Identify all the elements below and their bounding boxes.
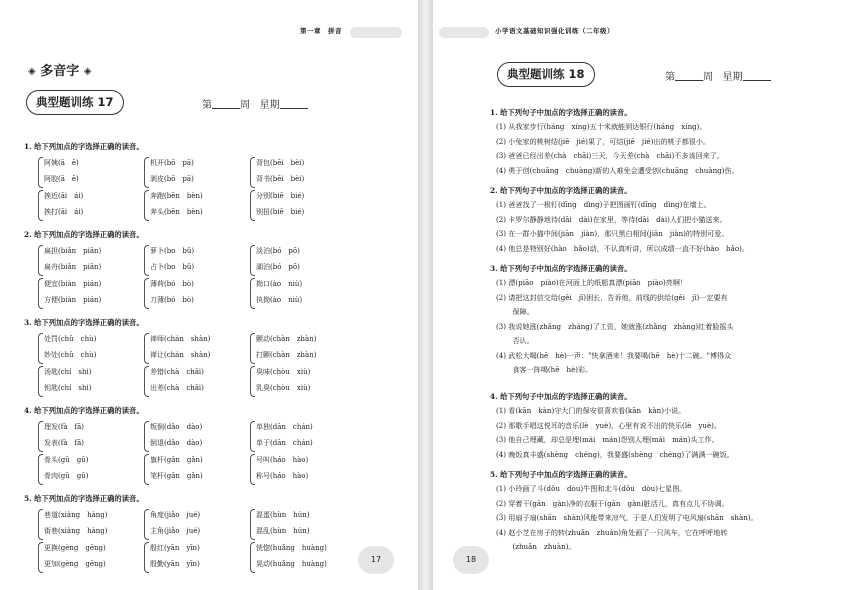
right-running-head: 小学语文基础知识强化训练（二年级） [495, 27, 614, 35]
word-choice-item[interactable]: 机开(bō pā) [150, 159, 194, 167]
word-choice-item[interactable]: 背包(bēi bèi) [256, 159, 305, 167]
word-row [0, 508, 418, 523]
sentence-line: (1) 从我家步行(háng xíng)五十米就能到达银行(háng xíng)。 [496, 122, 707, 131]
right-question-title: 3. 给下列句子中加点的字选择正确的读音。 [490, 264, 632, 273]
word-row [0, 453, 418, 468]
word-row [0, 332, 418, 347]
word-choice-item[interactable]: 号叫(háo hào) [256, 456, 309, 464]
diamond-icon: ◈ [28, 66, 36, 77]
week-blank [212, 98, 240, 109]
word-choice-item[interactable]: 拗口(ào niù) [256, 280, 303, 288]
word-choice-item[interactable]: 执拗(ào niù) [256, 295, 303, 304]
word-choice-item[interactable]: 混蛋(hùn hún) [256, 511, 310, 519]
word-choice-item[interactable]: 萝卜(bo bǔ) [150, 247, 195, 255]
word-row [0, 365, 418, 380]
sentence-line: (2) 请把这封信交给(gěi jǐ)困长，告诉他，前线的供给(gěi jǐ)一定要有 [496, 292, 728, 302]
sentence-line: (3) 他自己埋藏，却总是埋(mái mán)怨别人埋(mái mán)头工作。 [496, 435, 719, 444]
sentence-line: (3) 用扇子扇(shān shàn)风能带来凉气，于是人们发明了电风扇(shān shàn)。 [496, 513, 758, 522]
sentence-line: (3) 爸爸已经出差(chà chāi)三天，今天差(chà chāi)不多该回来了。 [496, 151, 724, 160]
right-running-head-bar [439, 27, 489, 38]
word-choice-item[interactable]: 分别(biē bié) [256, 192, 305, 200]
word-choice-item[interactable]: 骨肉(gǔ gū) [44, 471, 89, 480]
sentence-line: (4) 他总是特别好(hào hǎo)动，不认真听讲，所以成绩一直不好(hào hǎo)。 [496, 243, 749, 253]
word-choice-item[interactable]: 恍惚(huǎng huàng) [256, 544, 327, 552]
word-choice-item[interactable]: 剥皮(bō pā) [150, 174, 194, 183]
right-question-title: 5. 给下列句子中加点的字选择正确的读音。 [490, 470, 632, 479]
word-choice-item[interactable]: 扁舟(biǎn piān) [44, 262, 102, 271]
sentence-line: (4) 赵小芝在房子的转(zhuǎn zhuàn)角处画了一只风车，它在呼呼地转 [496, 527, 728, 537]
word-choice-item[interactable]: 挨近(āi ái) [44, 192, 84, 200]
word-choice-item[interactable]: 巷道(xiàng hàng) [44, 511, 108, 519]
left-running-head: 第一章 拼音 [300, 27, 342, 35]
sentence-line: (2) 那歌手唱这悦耳的音乐(lè yuè)，心里有说不出的快乐(lè yuè)。 [496, 420, 722, 430]
word-choice-item[interactable]: 妙处(chǔ chù) [44, 350, 97, 359]
sentence-line: (2) 卡罗尔静静地待(dāi dài)在家里，等待(dāi dài)人们把小猫送来。 [496, 214, 727, 224]
page-number-18: 18 [453, 546, 489, 574]
word-choice-item[interactable]: 单于(dān chán) [256, 438, 313, 447]
word-choice-item[interactable]: 别扭(biē bié) [256, 207, 305, 216]
diamond-icon: ◈ [83, 66, 92, 77]
word-choice-item[interactable]: 发表(fà fā) [44, 438, 84, 447]
word-choice-item[interactable]: 便宜(biàn pián) [44, 280, 102, 288]
word-row [0, 260, 418, 275]
sentence-line: (2) 小兔家的桃树结(jiē jié)果了，可结(jiē jié)出的桃子都很小。 [496, 136, 711, 146]
word-choice-item[interactable]: 阿姨(ā ē) [44, 159, 79, 167]
word-row [0, 420, 418, 435]
left-question-title: 1. 给下列加点的字选择正确的读音。 [24, 142, 144, 151]
word-choice-item[interactable]: 刀薄(bó bò) [150, 295, 194, 304]
word-choice-item[interactable]: 混乱(hùn hún) [256, 526, 310, 535]
word-choice-item[interactable]: 薄荷(bó bò) [150, 280, 194, 288]
word-choice-item[interactable]: 更换(gèng gēng) [44, 544, 106, 552]
word-choice-item[interactable]: 殷勤(yān yīn) [150, 559, 200, 568]
word-row [0, 381, 418, 396]
weekday-blank [743, 70, 771, 81]
word-choice-item[interactable]: 差错(chà chāi) [150, 368, 204, 376]
sentence-line: (3) 我说她涨(zhǎng zhàng)了工资，她就涨(zhǎng zhàng)红着脸摇头 [496, 321, 734, 331]
word-row [0, 557, 418, 572]
word-row [0, 348, 418, 363]
word-row [0, 156, 418, 171]
left-question-title: 2. 给下列加点的字选择正确的读音。 [24, 230, 144, 239]
word-choice-item[interactable]: 打颤(chàn zhàn) [256, 350, 317, 359]
word-choice-item[interactable]: 淡泊(bó pō) [256, 247, 300, 255]
word-row [0, 469, 418, 484]
word-row [0, 189, 418, 204]
word-row [0, 293, 418, 308]
word-choice-item[interactable]: 臭味(chòu xiù) [256, 368, 311, 376]
left-page [0, 0, 418, 590]
word-row [0, 541, 418, 556]
word-choice-item[interactable]: 颤动(chàn zhàn) [256, 335, 317, 343]
sentence-line: (1) 漂(piāo piào)在河面上的纸船真漂(piāo piào)亮啊！ [496, 278, 688, 287]
right-question-title: 4. 给下列句子中加点的字选择正确的读音。 [490, 392, 632, 401]
sentence-line: (3) 在一群小猫中间(jiān jiàn)，那只黑白相间(jiān jiàn)的特别可爱。 [496, 229, 729, 238]
word-row [0, 244, 418, 259]
sentence-line: (1) 看(kān kàn)守大门的保安很喜欢看(kān kàn)小说。 [496, 406, 686, 415]
word-choice-item[interactable]: 汤匙(chí shi) [44, 368, 92, 376]
word-choice-item[interactable]: 晃动(huǎng huàng) [256, 559, 327, 568]
word-choice-item[interactable]: 倒退(dǎo dào) [150, 438, 203, 447]
sentence-line: 保障。 [496, 307, 534, 316]
word-choice-item[interactable]: 挨打(āi ái) [44, 207, 84, 216]
word-choice-item[interactable]: 方便(biàn pián) [44, 295, 102, 304]
sentence-line: (1) 小玲画了斗(dǒu dòu)牛图和北斗(dǒu dòu)七星图。 [496, 484, 687, 493]
left-running-head-bar [350, 27, 402, 38]
word-row [0, 524, 418, 539]
word-choice-item[interactable]: 占卜(bo bǔ) [150, 262, 195, 271]
word-row [0, 205, 418, 220]
word-choice-item[interactable]: 更加(gèng gēng) [44, 559, 106, 568]
section-title-text: 多音字 [40, 64, 80, 79]
lesson-title-18: 典型题训练 18 [497, 62, 595, 87]
word-choice-item[interactable]: 处罚(chǔ chù) [44, 335, 97, 343]
page-number-17: 17 [358, 546, 394, 574]
word-choice-item[interactable]: 笔杆(gān gǎn) [150, 471, 203, 480]
word-choice-item[interactable]: 骨头(gǔ gū) [44, 456, 89, 464]
right-question-title: 2. 给下列句子中加点的字选择正确的读音。 [490, 186, 632, 195]
sentence-line: (2) 穿着干(gān gàn)净的衣服干(gān gàn)脏活儿，真有点儿不协调。 [496, 498, 729, 508]
sentence-line: (1) 爸爸找了一根钉(dīng dìng)子把图画钉(dīng dìng)在墙上。 [496, 200, 711, 209]
weekday-blank [280, 98, 308, 109]
right-week-line: 第 周 星期 [665, 68, 771, 83]
word-choice-item[interactable]: 称号(háo hào) [256, 471, 309, 480]
word-choice-item[interactable]: 乳臭(chòu xiù) [256, 383, 311, 392]
sentence-line: 否认。 [496, 336, 534, 345]
word-choice-item[interactable]: 角度(jiǎo jué) [150, 511, 201, 519]
word-choice-item[interactable]: 出差(chà chāi) [150, 383, 204, 392]
left-question-title: 3. 给下列加点的字选择正确的读音。 [24, 318, 144, 327]
word-choice-item[interactable]: 叛倒(dǎo dào) [150, 423, 203, 431]
sentence-line: 食客一阵喝(hē hè)彩。 [496, 365, 593, 374]
word-row [0, 436, 418, 451]
book-gutter [418, 0, 433, 590]
word-choice-item[interactable]: 单独(dān chán) [256, 423, 313, 431]
sentence-line: (4) 武松大喝(hē hè)一声："快拿酒来！我要喝(hē hè)十二碗。"博得众 [496, 350, 732, 360]
sentence-line: (4) 晚饭真丰盛(shèng chéng)，我要盛(shèng chéng)了满满一碗饭。 [496, 449, 734, 459]
word-choice-item[interactable]: 奔头(bēn bèn) [150, 207, 203, 216]
word-row [0, 277, 418, 292]
word-row [0, 172, 418, 187]
word-choice-item[interactable]: 扁担(biǎn piān) [44, 247, 102, 255]
section-title [28, 60, 91, 79]
word-choice-item[interactable]: 禅让(chán shàn) [150, 350, 211, 359]
word-choice-item[interactable]: 旗杆(gān gǎn) [150, 456, 203, 464]
word-choice-item[interactable]: 背书(bēi bèi) [256, 174, 305, 183]
word-choice-item[interactable]: 禅师(chán shàn) [150, 335, 211, 343]
right-question-title: 1. 给下列句子中加点的字选择正确的读音。 [490, 108, 632, 117]
sentence-line: (4) 勇于创(chuāng chuàng)新的人难免会遭受创(chuāng chuàng)伤。 [496, 165, 739, 175]
word-choice-item[interactable]: 街巷(xiàng hàng) [44, 526, 108, 535]
word-choice-item[interactable]: 阿胶(ā ē) [44, 174, 79, 183]
word-choice-item[interactable]: 主角(jiǎo jué) [150, 526, 201, 535]
word-choice-item[interactable]: 殷红(yān yīn) [150, 544, 200, 552]
lesson-title-17: 典型题训练 17 [26, 90, 124, 115]
word-choice-item[interactable]: 理发(fà fā) [44, 423, 84, 431]
left-question-title: 4. 给下列加点的字选择正确的读音。 [24, 406, 144, 415]
word-choice-item[interactable]: 奔跑(bēn bèn) [150, 192, 203, 200]
left-question-title: 5. 给下列加点的字选择正确的读音。 [24, 494, 144, 503]
left-week-line: 第 周 星期 [202, 96, 308, 111]
sentence-line: (zhuǎn zhuàn)。 [496, 542, 576, 551]
week-blank [675, 70, 703, 81]
word-choice-item[interactable]: 钥匙(chí shi) [44, 383, 92, 392]
word-choice-item[interactable]: 湖泊(bó pō) [256, 262, 300, 271]
